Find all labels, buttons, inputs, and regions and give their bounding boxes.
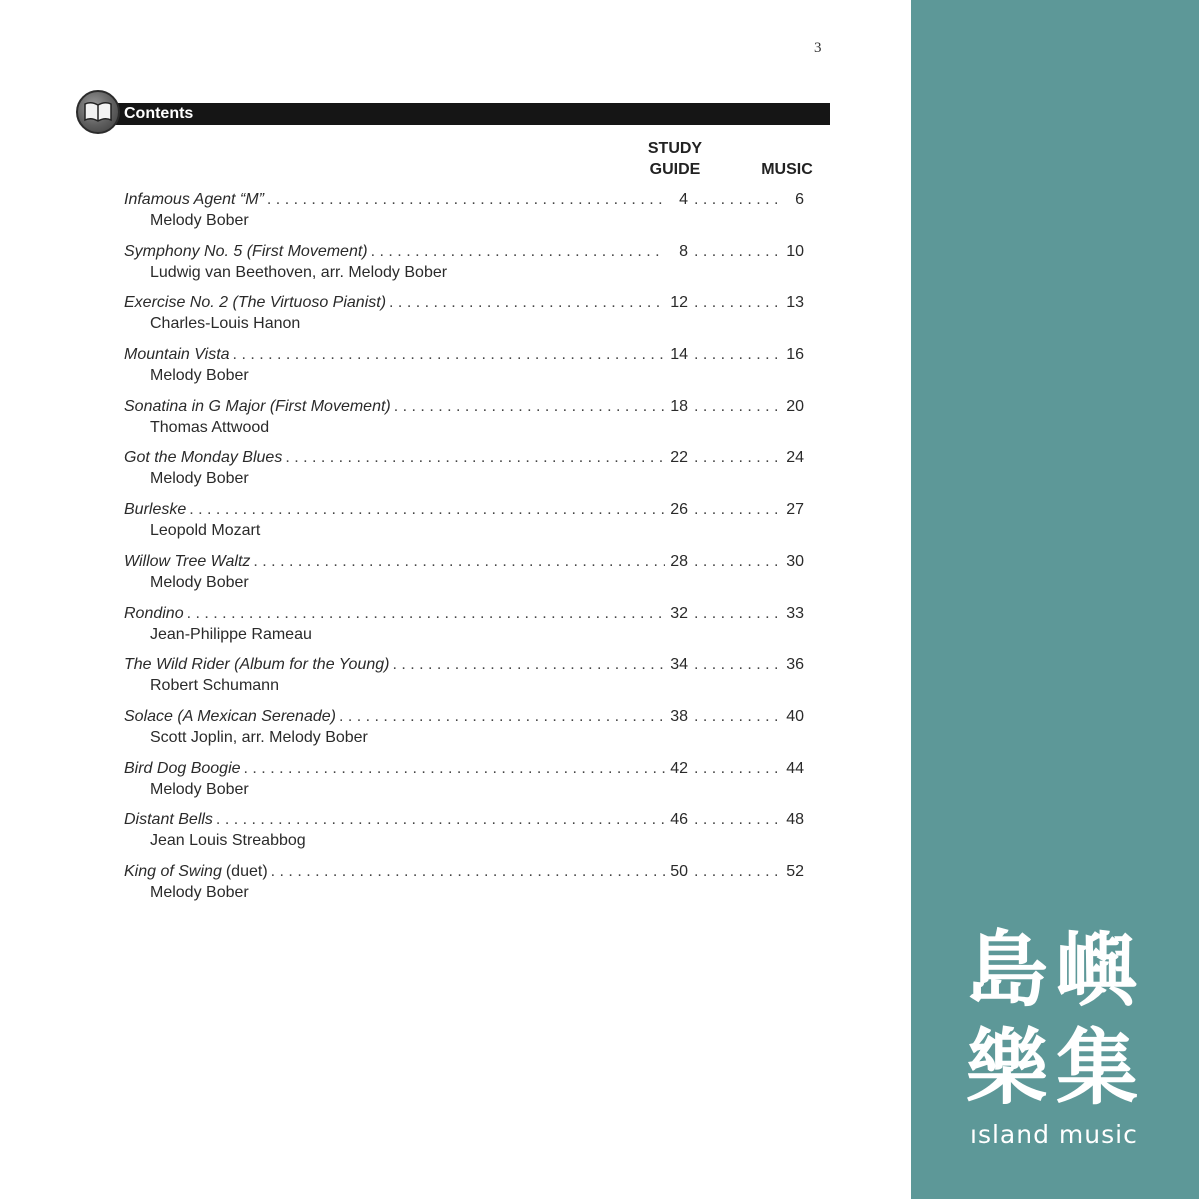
dot-leader [694, 396, 780, 417]
dot-leader [694, 603, 780, 624]
logo-line-1: 島嶼 [966, 923, 1147, 1018]
piece-title: The Wild Rider (Album for the Young) [124, 656, 390, 674]
logo-line-2: 樂集 [966, 1021, 1147, 1116]
page-number: 3 [814, 40, 822, 56]
dot-leader [694, 809, 780, 830]
toc-entry-line [124, 861, 804, 882]
study-guide-page: 28 [670, 552, 688, 570]
toc-entry [124, 447, 804, 499]
music-page: 16 [786, 346, 804, 364]
island-music-logo [966, 922, 1156, 1118]
composer-name: Scott Joplin, arr. Melody Bober [150, 728, 368, 746]
music-page: 30 [786, 552, 804, 570]
toc-entry-line [124, 499, 804, 520]
composer-name: Ludwig van Beethoven, arr. Melody Bober [150, 263, 448, 281]
music-page: 52 [786, 862, 804, 880]
piece-title: Mountain Vista [124, 346, 230, 364]
study-guide-page: 32 [670, 604, 688, 622]
composer-name: Melody Bober [150, 470, 249, 488]
dot-leader [389, 292, 665, 313]
toc-entry [124, 396, 804, 448]
dot-leader [187, 603, 665, 624]
dot-leader [271, 861, 665, 882]
piece-title: Solace (A Mexican Serenade) [124, 707, 336, 725]
piece-title: Bird Dog Boogie [124, 759, 241, 777]
dot-leader [694, 241, 780, 262]
toc-entry [124, 189, 804, 241]
column-header-study-line1: STUDY [647, 140, 703, 157]
toc-entry [124, 706, 804, 758]
toc-entry [124, 292, 804, 344]
study-guide-page: 12 [670, 294, 688, 312]
piece-title: King of Swing [124, 862, 222, 880]
composer-name: Robert Schumann [150, 677, 279, 695]
composer-name: Jean-Philippe Rameau [150, 625, 312, 643]
dot-leader [394, 396, 665, 417]
music-page: 20 [786, 397, 804, 415]
composer-name: Thomas Attwood [150, 418, 270, 436]
piece-title: Symphony No. 5 (First Movement) [124, 242, 368, 260]
composer-name: Melody Bober [150, 367, 249, 385]
contents-header-bar [96, 103, 830, 125]
toc-entry [124, 241, 804, 293]
book-icon [76, 90, 120, 134]
column-header-music: MUSIC [761, 161, 813, 178]
toc-entry-line [124, 758, 804, 779]
study-guide-page: 42 [670, 759, 688, 777]
toc-entry-line [124, 344, 804, 365]
dot-leader [267, 189, 665, 210]
dot-leader [694, 292, 780, 313]
toc-entry-line [124, 396, 804, 417]
study-guide-page: 50 [670, 862, 688, 880]
column-header-study-guide [640, 138, 710, 180]
music-page: 24 [786, 449, 804, 467]
composer-name: Charles-Louis Hanon [150, 315, 301, 333]
music-page: 27 [786, 501, 804, 519]
dot-leader [694, 499, 780, 520]
section-title: Contents [124, 105, 194, 122]
composer-name: Melody Bober [150, 573, 249, 591]
toc-entry [124, 551, 804, 603]
dot-leader [694, 706, 780, 727]
piece-title: Got the Monday Blues [124, 449, 283, 467]
study-guide-page: 18 [670, 397, 688, 415]
toc-entry [124, 499, 804, 551]
piece-title: Burleske [124, 501, 187, 519]
toc-entry-line [124, 809, 804, 830]
table-of-contents [124, 189, 804, 913]
piece-title-note: (duet) [225, 862, 268, 880]
dot-leader [694, 344, 780, 365]
dot-leader [189, 499, 665, 520]
dot-leader [285, 447, 665, 468]
toc-entry [124, 344, 804, 396]
toc-entry [124, 654, 804, 706]
music-page: 40 [786, 707, 804, 725]
music-page: 6 [795, 191, 804, 208]
dot-leader [233, 344, 665, 365]
composer-name: Melody Bober [150, 780, 249, 798]
music-page: 33 [786, 604, 804, 622]
column-header-study-line2: GUIDE [649, 161, 701, 178]
composer-name: Leopold Mozart [150, 522, 261, 540]
piece-title: Exercise No. 2 (The Virtuoso Pianist) [124, 294, 387, 312]
dot-leader [216, 809, 665, 830]
dot-leader [339, 706, 665, 727]
toc-entry-line [124, 551, 804, 572]
study-guide-page: 4 [679, 191, 688, 208]
piece-title: Rondino [124, 604, 184, 622]
dot-leader [694, 654, 780, 675]
music-page: 10 [786, 242, 804, 260]
toc-entry [124, 603, 804, 655]
study-guide-page: 26 [670, 501, 688, 519]
piece-title: Distant Bells [124, 811, 213, 829]
study-guide-page: 34 [670, 656, 688, 674]
dot-leader [694, 447, 780, 468]
dot-leader [392, 654, 665, 675]
study-guide-page: 8 [679, 242, 688, 260]
music-page: 13 [786, 294, 804, 312]
toc-entry-line [124, 292, 804, 313]
dot-leader [694, 758, 780, 779]
composer-name: Melody Bober [150, 212, 249, 229]
dot-leader [253, 551, 665, 572]
study-guide-page: 46 [670, 811, 688, 829]
logo-latin-text: ısland music [970, 1120, 1138, 1149]
music-page: 36 [786, 656, 804, 674]
toc-entry-line [124, 447, 804, 468]
piece-title: Infamous Agent “M” [124, 191, 264, 208]
dot-leader [371, 241, 665, 262]
toc-entry-line [124, 189, 804, 210]
toc-entry-line [124, 654, 804, 675]
toc-entry [124, 758, 804, 810]
toc-entry-line [124, 706, 804, 727]
toc-entry-line [124, 603, 804, 624]
dot-leader [694, 189, 780, 210]
dot-leader [694, 861, 780, 882]
music-page: 44 [786, 759, 804, 777]
toc-entry-line [124, 241, 804, 262]
music-page: 48 [786, 811, 804, 829]
piece-title: Sonatina in G Major (First Movement) [124, 397, 391, 415]
composer-name: Jean Louis Streabbog [150, 832, 306, 850]
study-guide-page: 38 [670, 707, 688, 725]
toc-entry [124, 809, 804, 861]
dot-leader [244, 758, 665, 779]
study-guide-page: 22 [670, 449, 688, 467]
toc-entry [124, 861, 804, 913]
study-guide-page: 14 [670, 346, 688, 364]
piece-title: Willow Tree Waltz [124, 552, 251, 570]
composer-name: Melody Bober [150, 883, 249, 901]
dot-leader [694, 551, 780, 572]
